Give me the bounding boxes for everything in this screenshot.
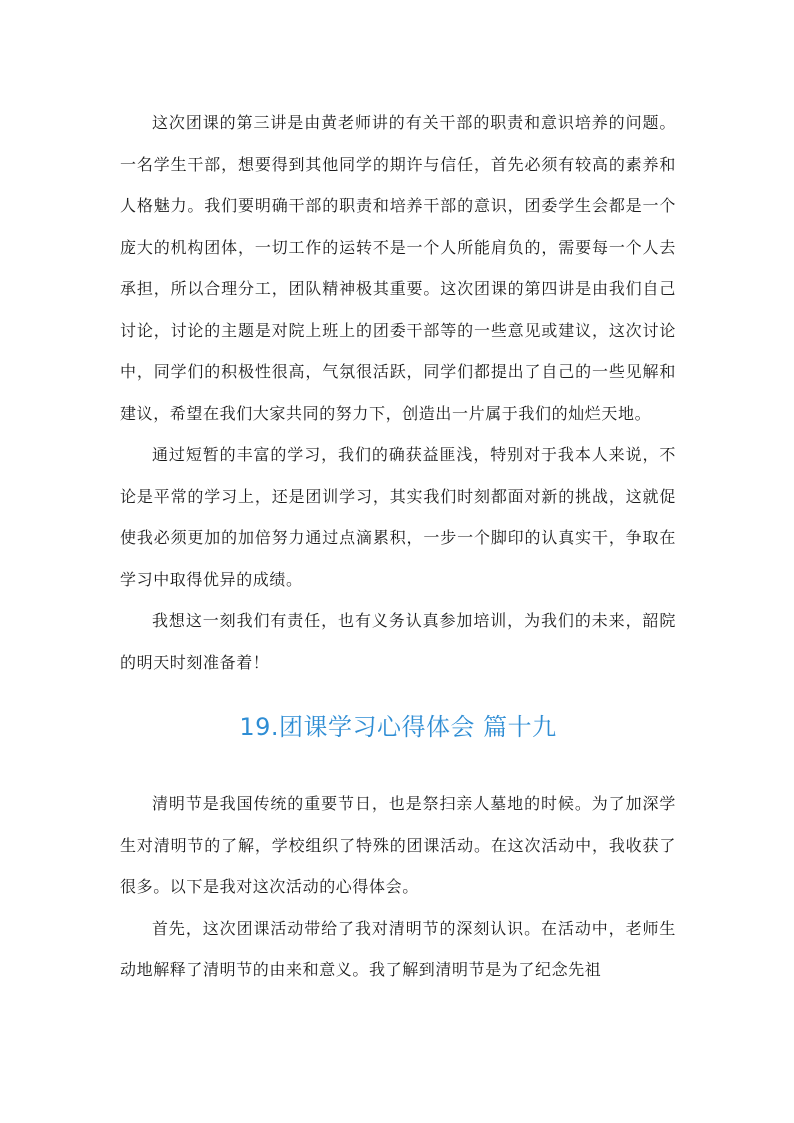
paragraph-qingming-intro: 清明节是我国传统的重要节日，也是祭扫亲人墓地的时候。为了加深学生对清明节的了解，学校组织了特殊的团课活动。在这次活动中，我收获了很多。以下是我对这次活动的心得体会。 [120,794,676,896]
paragraph-responsibility: 我想这一刻我们有责任，也有义务认真参加培训，为我们的未来，韶院的明天时刻准备着！ [120,611,676,672]
document-page [120,102,676,991]
paragraph-qingming-first: 首先，这次团课活动带给了我对清明节的深刻认识。在活动中，老师生动地解释了清明节的由来和意义。我了解到清明节是为了纪念先祖 [120,918,676,979]
paragraph-group-training-lectures: 这次团课的第三讲是由黄老师讲的有关干部的职责和意识培养的问题。一名学生干部，想要得到其他同学的期许与信任，首先必须有较高的素养和人格魅力。我们要明确干部的职责和培养干部的意识，团委学生会都是一个庞大的机构团体，一切工作的运转不是一个人所能肩负的，需要每一个人去承担，所以合理分工，团队精神极其重要。这次团课的第四讲是由我们自己讨论，讨论的主题是对院上班上的团委干部等的一些意见或建议，这次讨论中，同学们的积极性很高，气氛很活跃，同学们都提出了自己的一些见解和建议，希望在我们大家共同的努力下，创造出一片属于我们的灿烂天地。 [120,113,676,423]
paragraph-learning-gains: 通过短暂的丰富的学习，我们的确获益匪浅，特别对于我本人来说，不论是平常的学习上，还是团训学习，其实我们时刻都面对新的挑战，这就促使我必须更加的加倍努力通过点滴累积，一步一个脚印的认真实干，争取在学习中取得优异的成绩。 [120,445,676,589]
section-heading: 19.团课学习心得体会 篇十九 [239,713,557,741]
